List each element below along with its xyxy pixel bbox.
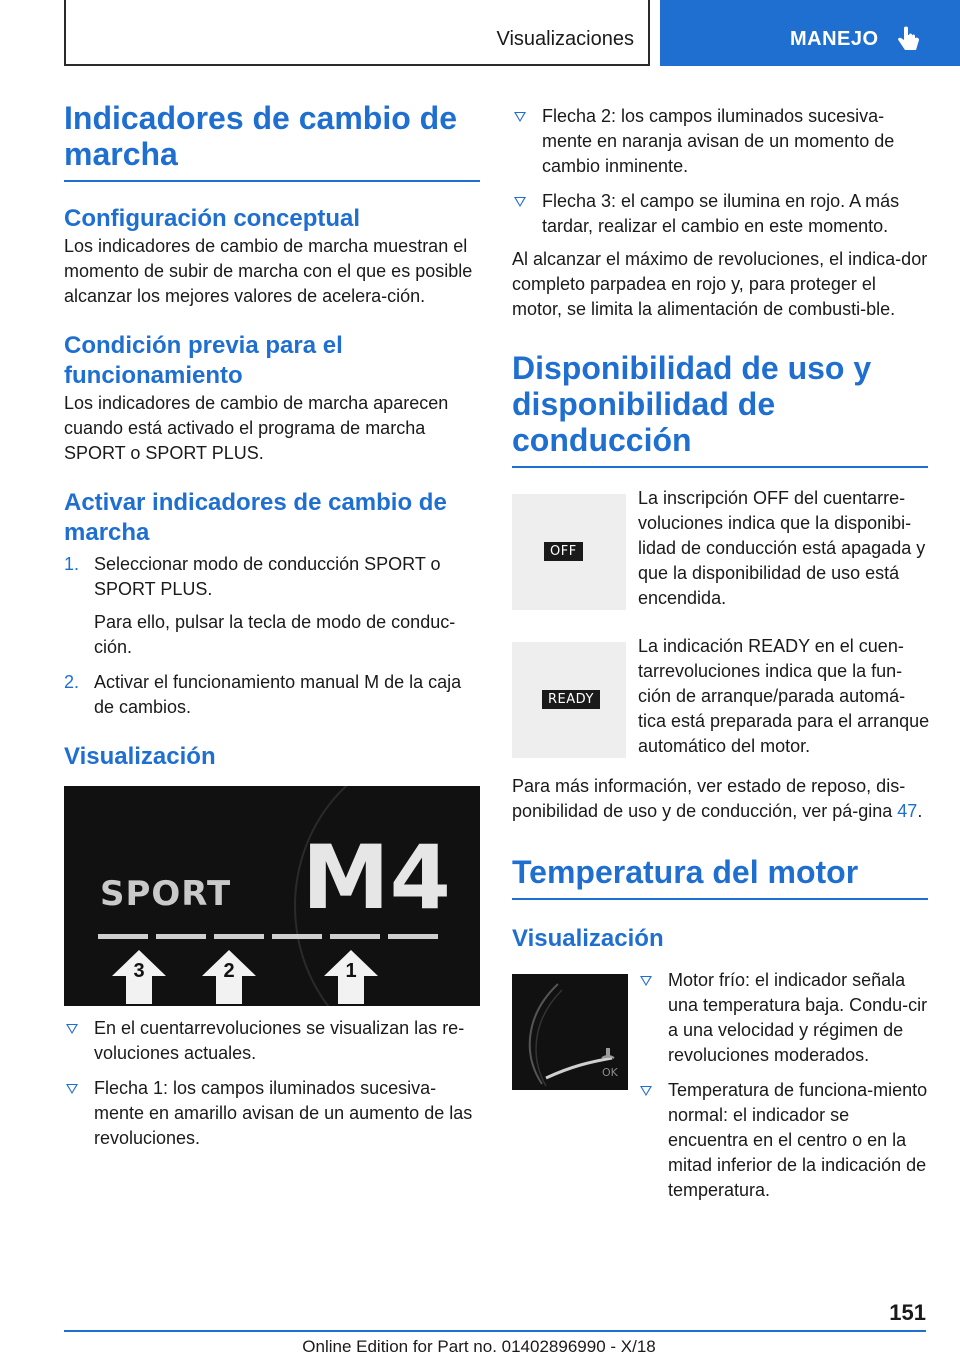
steering-hand-icon (896, 26, 922, 54)
temp-row (512, 968, 928, 1208)
temp-bullets (638, 968, 930, 1203)
header-chapter-title: MANEJO (790, 28, 879, 50)
max-revs-text: Al alcanzar el máximo de revoluciones, el indica-dor completo parpadea en rojo y, para proteger el motor, se limita la alimentación de combusti-ble. (512, 249, 928, 319)
activation-steps (64, 552, 480, 720)
temp-gauge-image (512, 974, 628, 1090)
temp-display-heading: Visualización (512, 925, 664, 952)
off-text: La inscripción OFF del cuentarre-voluciones indica que la disponibi-lidad de conducción está apagada y que la disponibilidad de uso está encendida. (638, 488, 926, 608)
section-title-availability: Disponibilidad de uso y disponibilidad de conducción (512, 350, 928, 468)
right-column (512, 100, 928, 1208)
rev-segment (156, 934, 206, 939)
display-bullets (64, 1016, 480, 1151)
bullet-text: Flecha 1: los campos iluminados sucesiva-mente en amarillo avisan de un aumento de las revoluciones. (94, 1078, 473, 1148)
header-section-title: Visualizaciones (496, 28, 634, 50)
off-indicator-row (512, 486, 928, 608)
bullet-text: Temperatura de funciona-miento normal: el indicador se encuentra en el centro o en la mitad inferior de la indicación de temperatura. (668, 1080, 928, 1200)
section-title-engine-temp: Temperatura del motor (512, 854, 928, 900)
ready-indicator-image (512, 642, 626, 758)
list-item (512, 104, 928, 179)
header-section-box (64, 0, 650, 66)
triangle-bullet-icon (66, 1084, 78, 1094)
step-number: 1. (64, 554, 80, 574)
off-indicator-image (512, 494, 626, 610)
section-title-shift-indicators: Indicadores de cambio de marcha (64, 100, 480, 182)
mode-label: SPORT (100, 874, 232, 914)
more-info-text (512, 774, 928, 824)
arrow-bullets (512, 104, 928, 239)
temp-ok-label: OK (602, 1066, 618, 1079)
arrow-number: 3 (133, 960, 145, 982)
bullet-text: Flecha 3: el campo se ilumina en rojo. A más tardar, realizar el cambio en este momento. (542, 191, 900, 236)
bullet-text: Flecha 2: los campos iluminados sucesiva-mente en naranja avisan de un momento de cambio inminente. (542, 106, 895, 176)
bullet-text: En el cuentarrevoluciones se visualizan las re-voluciones actuales. (94, 1018, 465, 1063)
ready-badge: READY (542, 690, 600, 709)
ready-text: La indicación READY en el cuen-tarrevoluciones indica que la fun-ción de arranque/parada automá-tica está preparada para el arranque automático del motor. (638, 636, 930, 756)
concept-heading: Configuración conceptual (64, 205, 361, 232)
rev-segment (98, 934, 148, 939)
list-item (638, 1078, 930, 1203)
triangle-bullet-icon (640, 976, 652, 986)
more-info-end: . (917, 801, 923, 821)
bullet-text: Motor frío: el indicador señala una temperatura baja. Condu-cir a una velocidad y régimen de revoluciones moderados. (668, 970, 928, 1065)
rev-segment (330, 934, 380, 939)
list-item (638, 968, 930, 1068)
list-item (64, 1016, 480, 1066)
footer-divider (64, 1330, 926, 1332)
list-item (512, 189, 928, 239)
triangle-bullet-icon (66, 1024, 78, 1034)
triangle-bullet-icon (514, 197, 526, 207)
ready-indicator-row (512, 634, 930, 756)
more-info-body: Para más información, ver estado de reposo, dis-ponibilidad de uso y de conducción, ver pá-gina (512, 776, 906, 821)
rev-segment (388, 934, 438, 939)
list-item (64, 1076, 480, 1151)
rev-segment (272, 934, 322, 939)
precondition-text: Los indicadores de cambio de marcha aparecen cuando está activado el programa de marcha SPORT o SPORT PLUS. (64, 393, 449, 463)
step-subtext: Para ello, pulsar la tecla de modo de conduc-ción. (94, 612, 456, 657)
off-badge: OFF (544, 542, 583, 561)
shift-display-image (64, 786, 480, 1006)
precondition-heading: Condición previa para el funcionamiento (64, 332, 343, 389)
arrow-number: 1 (345, 960, 357, 982)
step-text: Seleccionar modo de conducción SPORT o SPORT PLUS. (94, 554, 441, 599)
triangle-bullet-icon (514, 112, 526, 122)
page-link[interactable]: 47 (897, 801, 918, 821)
page-number: 151 (889, 1300, 926, 1325)
step-text: Activar el funcionamiento manual M de la caja de cambios. (94, 672, 462, 717)
activate-heading: Activar indicadores de cambio de marcha (64, 489, 447, 546)
rev-segment (214, 934, 264, 939)
list-item (64, 552, 480, 660)
display-heading: Visualización (64, 743, 216, 770)
triangle-bullet-icon (640, 1086, 652, 1096)
footer-edition: Online Edition for Part no. 01402896990 - X/18 (302, 1337, 656, 1356)
left-column (64, 100, 480, 1151)
gear-label: M4 (302, 826, 451, 929)
step-number: 2. (64, 672, 80, 692)
arrow-number: 2 (223, 960, 235, 982)
header-chapter-tab[interactable] (660, 0, 960, 66)
concept-text: Los indicadores de cambio de marcha muestran el momento de subir de marcha con el que es posible alcanzar los mejores valores de acelera-ción. (64, 236, 473, 306)
list-item (64, 670, 480, 720)
